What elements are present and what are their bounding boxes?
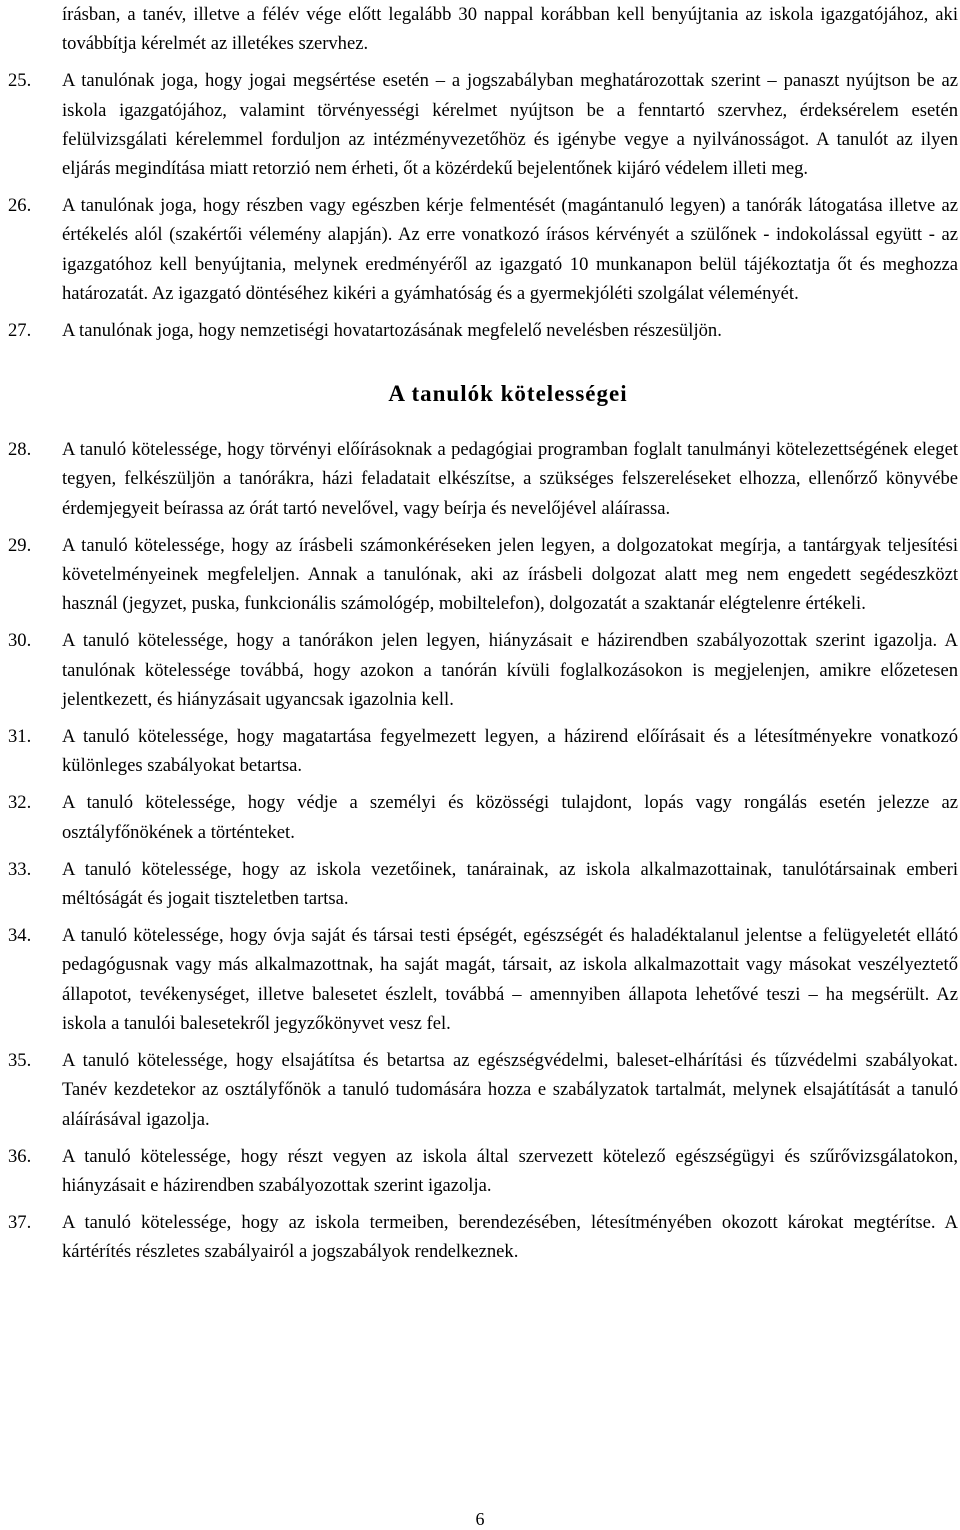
list-item (8, 316, 958, 345)
item-number: 35. (8, 1050, 32, 1072)
item-text: A tanuló kötelessége, hogy az iskola termeiben, berendezésében, létesítményében okozott károkat megtérítse. A kártérítés részletes szabályairól a jogszabályok rendelkeznek. (62, 1212, 958, 1263)
continuation-paragraph: írásban, a tanév, illetve a félév vége előtt legalább 30 nappal korábban kell benyújtania az iskola igazgatójához, aki továbbítja kérelmét az illetékes szervhez. (62, 4, 958, 55)
item-text: A tanuló kötelessége, hogy a tanórákon jelen legyen, hiányzásait e házirendben szabályozottak szerint igazolja. A tanulónak kötelessége továbbá, hogy azokon a tanórán kívüli foglalkozásokon is megjelenjen, amikre előzetesen jelentkezett, és hiányzásait ugyancsak igazolnia kell. (62, 630, 958, 710)
rights-list (8, 66, 958, 345)
item-number: 34. (8, 925, 32, 947)
section-heading: A tanulók kötelességei (388, 381, 628, 407)
list-item (8, 626, 958, 714)
list-item (8, 1142, 958, 1200)
item-text: A tanuló kötelessége, hogy óvja saját és társai testi épségét, egészségét és haladéktalanul jelentse a felügyeletét ellátó pedagógusnak vagy más alkalmazottnak, ha saját magát, társait, az iskola alkalmazottait vagy másokat veszélyeztető állapotot, tevékenységet, illetve balesetet észlelt, továbbá – amennyiben állapota lehetővé teszi – ha megsérült. Az iskola a tanulói balesetekről jegyzőkönyvet vesz fel. (62, 925, 958, 1034)
list-item (8, 855, 958, 913)
page-number: 6 (475, 1509, 485, 1529)
item-number: 27. (8, 320, 32, 342)
item-text: A tanuló kötelessége, hogy elsajátítsa és betartsa az egészségvédelmi, baleset-elhárítási és tűzvédelmi szabályokat. Tanév kezdetekor az osztályfőnök a tanuló tudomására hozza e szabályzatok tartalmát, melynek elsajátítását a tanuló aláírásával igazolja. (62, 1050, 958, 1130)
item-text: A tanulónak joga, hogy részben vagy egészben kérje felmentését (magántanuló legyen) a tanórák látogatása illetve az értékelés alól (szakértői vélemény alapján). Az erre vonatkozó írásos kérvényét a szülőnek - indokolással együtt - az igazgatóhoz kell benyújtania, melynek eredményéről az igazgató 10 munkanapon belül tájékoztatja őt és meghozza határozatát. Az igazgató döntéséhez kikéri a gyámhatóság és a gyermekjóléti szolgálat véleményét. (62, 195, 958, 304)
item-number: 36. (8, 1145, 32, 1167)
list-item (8, 722, 958, 780)
item-number: 30. (8, 630, 32, 652)
duties-list (8, 435, 958, 1266)
item-number: 26. (8, 195, 32, 217)
item-number: 33. (8, 858, 32, 880)
item-number: 31. (8, 726, 32, 748)
item-number: 28. (8, 439, 32, 461)
item-text: A tanuló kötelessége, hogy magatartása fegyelmezett legyen, a házirend előírásait és a létesítményekre vonatkozó különleges szabályokat betartsa. (62, 726, 958, 777)
list-item (8, 1046, 958, 1134)
list-item (8, 435, 958, 523)
list-item (8, 191, 958, 308)
list-item (8, 921, 958, 1038)
item-number: 37. (8, 1212, 32, 1234)
list-item (8, 1208, 958, 1266)
item-text: A tanulónak joga, hogy nemzetiségi hovatartozásának megfelelő nevelésben részesüljön. (62, 320, 722, 342)
document-body (8, 0, 958, 1275)
item-text: A tanuló kötelessége, hogy az iskola vezetőinek, tanárainak, az iskola alkalmazottainak, tanulótársainak emberi méltóságát és jogait tiszteletben tartsa. (62, 858, 958, 910)
item-text: A tanulónak joga, hogy jogai megsértése esetén – a jogszabályban meghatározottak szerint – panaszt nyújtson be az iskola igazgatójához, valamint törvényességi kérelmet nyújtson be a fenntartó szervhez, érdeksérelem esetén felülvizsgálati kérelemmel forduljon az intézményvezetőhöz és igénybe vegye a nyilvánosságot. A tanulót az ilyen eljárás megindítása miatt retorzió nem érheti, őt a közérdekű bejelentőnek kijáró védelem illeti meg. (62, 70, 958, 180)
list-item (8, 788, 958, 846)
list-item (8, 66, 958, 183)
item-number: 29. (8, 534, 32, 556)
item-number: 25. (8, 70, 32, 92)
item-text: A tanuló kötelessége, hogy az írásbeli számonkéréseken jelen legyen, a dolgozatokat megírja, a tantárgyak teljesítési követelményeinek megfeleljen. Annak a tanulónak, aki az írásbeli dolgozat alatt meg nem engedett segédeszközt használ (jegyzet, puska, funkcionális számológép, mobiltelefon), dolgozatát a szaktanár elégtelenre értékeli. (62, 534, 958, 615)
item-text: A tanuló kötelessége, hogy törvényi előírásoknak a pedagógiai programban foglalt tanulmányi kötelezettségének eleget tegyen, felkészüljön a tanórákra, házi feladatait elkészítse, a szükséges felszereléseket elhozza, ellenőrző könyvébe érdemjegyeit beírassa az órát tartó nevelővel, vagy beírja és nevelőjével aláírassa. (62, 439, 958, 519)
item-number: 32. (8, 792, 32, 814)
item-text: A tanuló kötelessége, hogy részt vegyen az iskola által szervezett kötelező egészségügyi és szűrővizsgálatokon, hiányzásait e házirendben szabályozottak szerint igazolja. (62, 1145, 958, 1196)
list-item (8, 531, 958, 619)
item-text: A tanuló kötelessége, hogy védje a személyi és közösségi tulajdont, lopás vagy rongálás esetén jelezze az osztályfőnökének a történteket. (62, 792, 958, 843)
